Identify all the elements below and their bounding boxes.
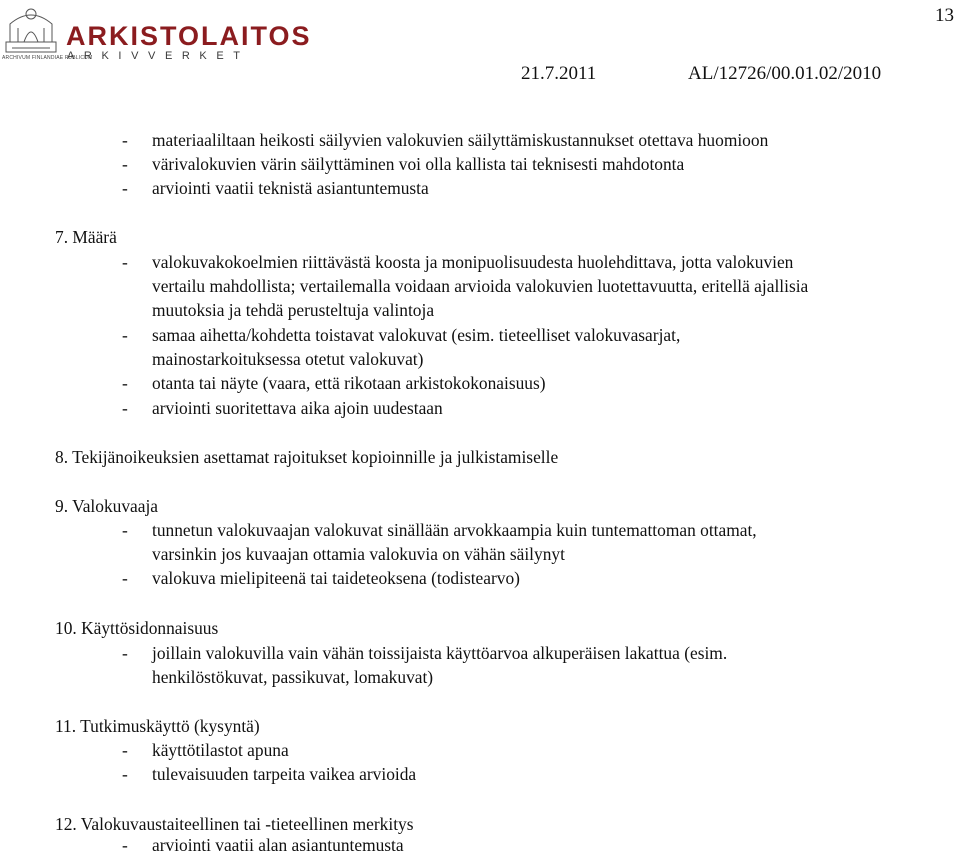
document-reference: AL/12726/00.01.02/2010	[688, 63, 882, 84]
section-heading-11: 11. Tutkimuskäyttö (kysyntä)	[55, 716, 260, 736]
bullet-text: joillain valokuvilla vain vähän toissijaista käyttöarvoa alkuperäisen lakattua (esim.	[152, 643, 728, 663]
bullet-dash: -	[122, 398, 128, 418]
bullet-dash: -	[122, 835, 128, 855]
bullet-text: samaa aihetta/kohdetta toistavat valokuvat (esim. tieteelliset valokuvasarjat,	[152, 325, 681, 345]
bullet-text-continued: varsinkin jos kuvaajan ottamia valokuvia on vähän säilynyt	[152, 544, 565, 564]
bullet-text: arviointi vaatii alan asiantuntemusta	[152, 835, 404, 855]
section-heading-10: 10. Käyttösidonnaisuus	[55, 618, 219, 638]
bullet-dash: -	[122, 520, 128, 540]
bullet-dash: -	[122, 178, 128, 198]
bullet-text: tulevaisuuden tarpeita vaikea arvioida	[152, 764, 417, 784]
logo-name-swedish: ARKIVVERKET	[67, 50, 250, 62]
bullet-text: arviointi vaatii teknistä asiantuntemusta	[152, 178, 429, 198]
bullet-dash: -	[122, 130, 128, 150]
logo-name: ARKISTOLAITOS	[66, 21, 312, 51]
bullet-dash: -	[122, 643, 128, 663]
bullet-text-continued: vertailu mahdollista; vertailemalla voidaan arvioida valokuvien luotettavuutta, eritellä ajallisia	[152, 276, 809, 296]
section-heading-7: 7. Määrä	[55, 227, 117, 247]
bullet-dash: -	[122, 325, 128, 345]
bullet-text: valokuvakokoelmien riittävästä koosta ja monipuolisuudesta huolehdittava, jotta valokuvien	[152, 252, 794, 272]
bullet-text: käyttötilastot apuna	[152, 740, 289, 760]
section-heading-8: 8. Tekijänoikeuksien asettamat rajoitukset kopioinnille ja julkistamiselle	[55, 447, 559, 467]
document-date: 21.7.2011	[521, 63, 597, 84]
bullet-text-continued: henkilöstökuvat, passikuvat, lomakuvat)	[152, 667, 434, 687]
bullet-dash: -	[122, 568, 128, 588]
arkistolaitos-logo	[0, 0, 312, 66]
emblem-icon	[4, 2, 58, 60]
bullet-text: otanta tai näyte (vaara, että rikotaan arkistokokonaisuus)	[152, 373, 546, 393]
bullet-text: värivalokuvien värin säilyttäminen voi olla kallista tai teknisesti mahdotonta	[152, 154, 685, 174]
bullet-dash: -	[122, 252, 128, 272]
bullet-text: tunnetun valokuvaajan valokuvat sinällään arvokkaampia kuin tuntemattoman ottamat,	[152, 520, 757, 540]
bullet-text-continued: mainostarkoituksessa otetut valokuvat)	[152, 349, 424, 369]
section-heading-9: 9. Valokuvaaja	[55, 496, 159, 516]
bullet-text: arviointi suoritettava aika ajoin uudestaan	[152, 398, 443, 418]
section-heading-12: 12. Valokuvaustaiteellinen tai -tieteellinen merkitys	[55, 814, 414, 834]
bullet-dash: -	[122, 740, 128, 760]
bullet-dash: -	[122, 373, 128, 393]
bullet-text-continued: muutoksia ja tehdä perusteltuja valintoja	[152, 300, 435, 320]
bullet-text: materiaaliltaan heikosti säilyvien valokuvien säilyttämiskustannukset otettava huomioon	[152, 130, 769, 150]
bullet-dash: -	[122, 764, 128, 784]
bullet-dash: -	[122, 154, 128, 174]
logo-caption: ARCHIVUM FINLANDIAE PUBLICUM	[2, 55, 93, 61]
bullet-text: valokuva mielipiteenä tai taideteoksena (todistearvo)	[152, 568, 520, 588]
page-number: 13	[935, 5, 954, 26]
